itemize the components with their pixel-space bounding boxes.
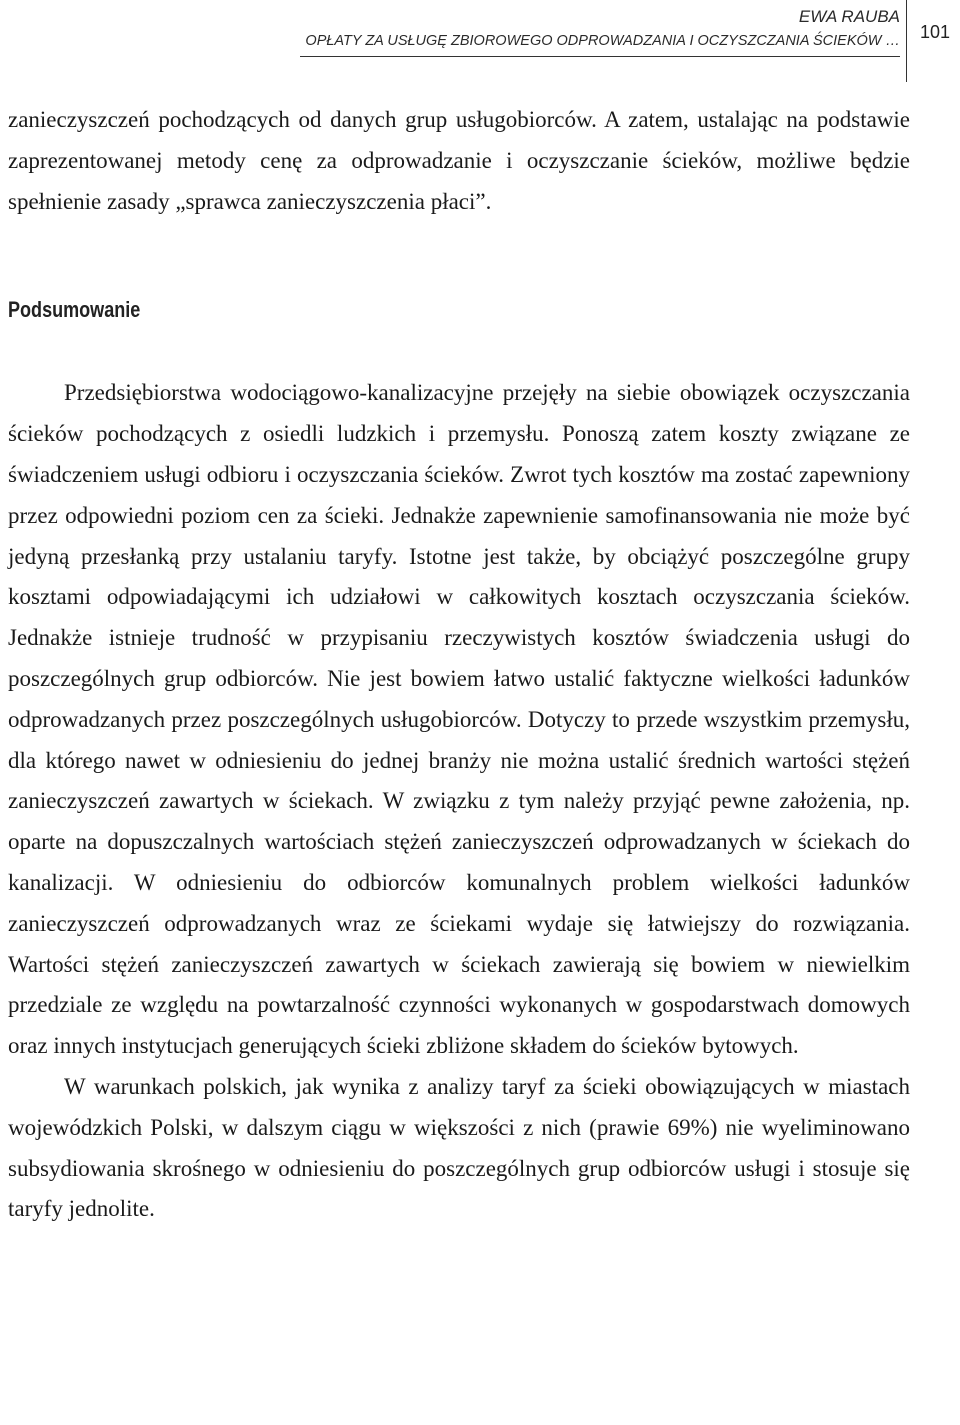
- page-body: [8, 100, 910, 1230]
- header-vertical-rule: [906, 0, 907, 82]
- author-name: EWA RAUBA: [798, 7, 900, 26]
- running-title: OPŁATY ZA USŁUGĘ ZBIOROWEGO ODPROWADZANIA I OCZYSZCZANIA ŚCIEKÓW …: [305, 33, 900, 49]
- section-heading: Podsumowanie: [8, 297, 141, 323]
- summary-paragraph-2: W warunkach polskich, jak wynika z analizy taryf za ścieki obowiązujących w miastach wojewódzkich Polski, w dalszym ciągu w większości z nich (prawie 69%) nie wyeliminowano subsydiowania skrośnego w odniesieniu do poszczególnych grup odbiorców usługi i stosuje się taryfy jednolite.: [8, 1073, 910, 1222]
- running-header: [305, 6, 900, 52]
- summary-paragraph-1: Przedsiębiorstwa wodociągowo-kanalizacyjne przejęły na siebie obowiązek oczyszczania ścieków pochodzących z osiedli ludzkich i przemysłu. Ponoszą zatem koszty związane ze świadczeniem usługi odbioru i oczyszczania ścieków. Zwrot tych kosztów ma zostać zapewniony przez odpowiedni poziom cen za ścieki. Jednakże zapewnienie samofinansowania nie może być jedyną przesłanką przy ustalaniu taryfy. Istotne jest także, by obciążyć poszczególne grupy kosztami odpowiadającymi ich udziałowi w całkowitych kosztach oczyszczania ścieków. Jednakże istnieje trudność w przypisaniu rzeczywistych kosztów świadczenia usługi do poszczególnych grup odbiorców. Nie jest bowiem łatwo ustalić faktyczne wielkości ładunków odprowadzanych przez poszczególnych usługobiorców. Dotyczy to przede wszystkim przemysłu, dla którego nawet w odniesieniu do jednej branży nie można ustalić średnich wartości stężeń zanieczyszczeń zawartych w ściekach. W związku z tym należy przyjąć pewne założenia, np. oparte na dopuszczalnych wartościach stężeń zanieczyszczeń odprowadzanych w ściekach do kanalizacji. W odniesieniu do odbiorców komunalnych problem wielkości ładunków zanieczyszczeń odprowadzanych wraz ze ściekami wydaje się łatwiejszy do rozwiązania. Wartości stężeń zanieczyszczeń zawartych w ściekach zawierają się bowiem w niewielkim przedziale ze względu na powtarzalność czynności wykonanych w gospodarstwach domowych oraz innych instytucjach generujących ścieki zbliżone składem do ścieków bytowych.: [8, 380, 910, 1059]
- page-number: 101: [919, 22, 951, 42]
- header-rule: [300, 56, 900, 57]
- intro-paragraph: zanieczyszczeń pochodzących od danych grup usługobiorców. A zatem, ustalając na podstawie zaprezentowanej metody cenę za odprowadzanie i oczyszczanie ścieków, możliwe będzie spełnienie zasady „sprawca zanieczyszczenia płaci”.: [8, 107, 910, 214]
